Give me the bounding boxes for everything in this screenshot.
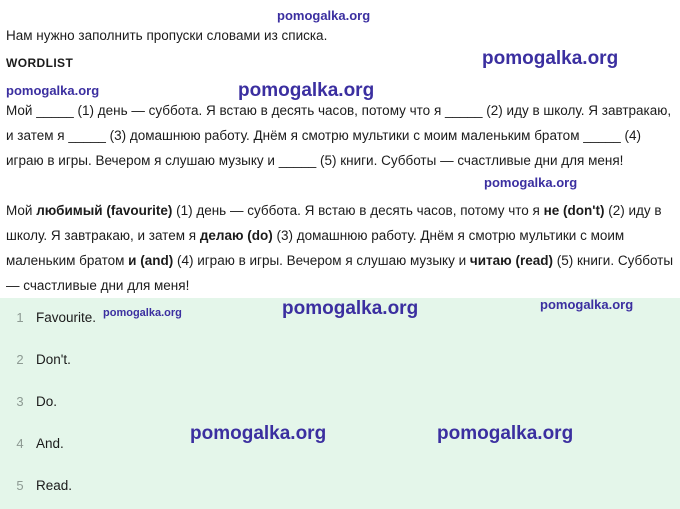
wm-mid-1: pomogalka.org: [238, 80, 375, 101]
answer-row: [14, 310, 96, 325]
solution-answer-1: любимый (favourite): [36, 203, 173, 218]
solution-answer-4: и (and): [128, 253, 174, 268]
wm-mid-2: pomogalka.org: [484, 175, 578, 190]
solution-part-5: (4) играю в игры. Вечером я слушаю музыку и: [173, 253, 470, 268]
answer-row: [14, 352, 71, 367]
exercise-text: Мой _____ (1) день — суббота. Я встаю в десять часов, потому что я _____ (2) иду в школу. Я завтракаю, и затем я _____ (3) домашнюю работу. Днём я смотрю мультики с моим маленьким братом _____ (4) играю в игры. Вечером я слушаю музыку и _____ (5) книги. Субботы — счастливые дни для меня!: [6, 103, 672, 168]
answer-row: [14, 394, 57, 409]
solution-text: [6, 198, 674, 298]
wordlist-heading: WORDLIST: [6, 56, 74, 70]
answer-text: Favourite.: [36, 310, 97, 325]
wm-right-2: pomogalka.org: [540, 297, 634, 312]
answer-number: 2: [16, 352, 24, 367]
solution-answer-2: не (don't): [543, 203, 605, 218]
wm-top-center: pomogalka.org: [277, 8, 371, 23]
answer-number: 3: [16, 394, 24, 409]
answer-text: Do.: [36, 394, 58, 409]
wm-center-1: pomogalka.org: [282, 298, 419, 319]
wm-left-1: pomogalka.org: [6, 83, 100, 98]
solution-part-6: (5) книги. Субботы — счастливые дни для меня!: [6, 253, 674, 293]
wm-center-3: pomogalka.org: [437, 423, 574, 444]
solution-answer-5: читаю (read): [469, 253, 553, 268]
answers-panel: [0, 298, 680, 509]
answer-number: 1: [16, 310, 24, 325]
answer-row: [14, 478, 72, 493]
solution-part-1: Мой: [6, 203, 37, 218]
solution-part-2: (1) день — суббота. Я встаю в десять часов, потому что я: [172, 203, 544, 218]
solution-part-4: (3) домашнюю работу. Днём я смотрю мультики с моим маленьким братом: [6, 228, 625, 268]
answer-row: [14, 436, 64, 451]
wm-right-1: pomogalka.org: [482, 48, 619, 69]
wm-center-2: pomogalka.org: [190, 423, 327, 444]
answer-text: Don't.: [36, 352, 71, 367]
intro-text: Нам нужно заполнить пропуски словами из списка.: [6, 28, 328, 43]
wm-left-2: pomogalka.org: [103, 307, 182, 319]
answer-number: 5: [16, 478, 24, 493]
answer-text: And.: [36, 436, 64, 451]
solution-part-3: (2) иду в школу. Я завтракаю, и затем я: [6, 203, 662, 243]
solution-answer-3: делаю (do): [199, 228, 273, 243]
answer-number: 4: [16, 436, 24, 451]
answer-text: Read.: [36, 478, 73, 493]
